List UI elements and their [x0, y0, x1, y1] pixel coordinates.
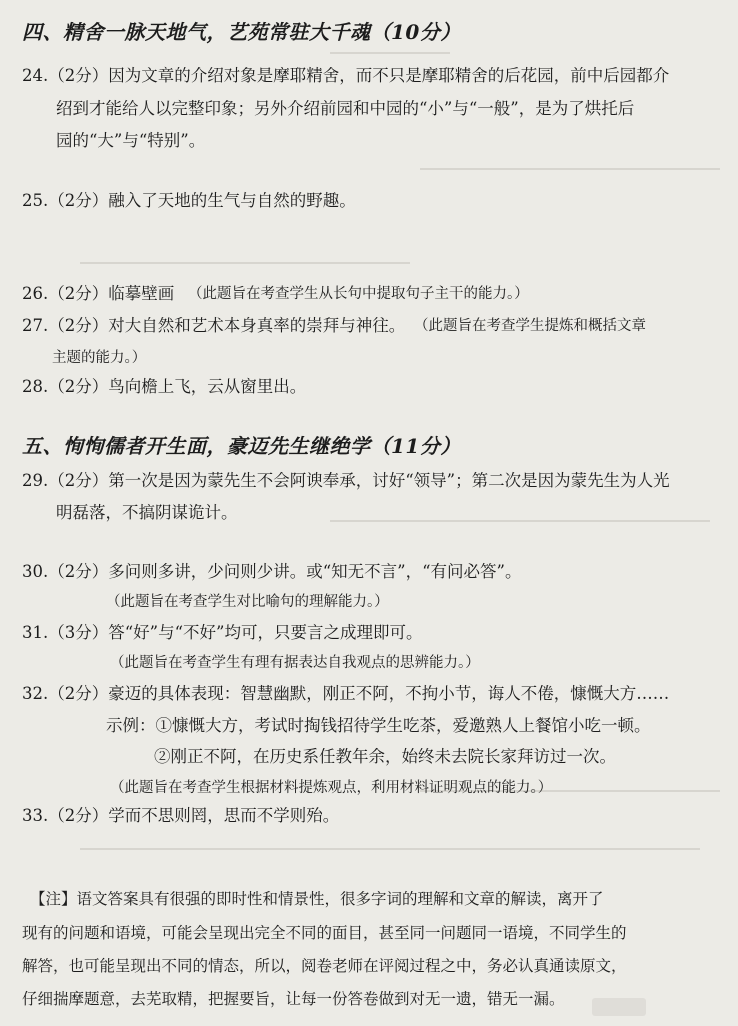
- bleed-through-mark: [330, 52, 450, 54]
- bleed-through-mark: [330, 520, 710, 522]
- note-line2: 现有的问题和语境，可能会呈现出完全不同的面目，甚至同一问题同一语境，不同学生的: [22, 924, 627, 942]
- note-line4: 仔细揣摩题意，去芜取精，把握要旨，让每一份答卷做到对无一遗，错无一漏。: [22, 990, 565, 1008]
- note-line1: 【注】语文答案具有很强的即时性和情景性，很多字词的理解和文章的解读，离开了: [30, 890, 604, 908]
- q31-answer: 31.（3分）答“好”与“不好”均可，只要言之成理即可。: [22, 623, 423, 642]
- q33-answer: 33.（2分）学而不思则罔，思而不学则殆。: [22, 806, 340, 825]
- q32-example2: ②刚正不阿，在历史系任教年余，始终未去院长家拜访过一次。: [154, 747, 616, 766]
- q26-answer: 26.（2分）临摹壁画: [22, 284, 175, 303]
- q24-line2: 绍到才能给人以完整印象；另外介绍前园和中园的“小”与“一般”，是为了烘托后: [56, 99, 635, 118]
- q25-answer: 25.（2分）融入了天地的生气与自然的野趣。: [22, 191, 356, 210]
- q31-note: （此题旨在考查学生有理有据表达自我观点的思辨能力。）: [110, 655, 480, 671]
- bleed-through-mark: [80, 848, 700, 850]
- q28-answer: 28.（2分）鸟向檐上飞，云从窗里出。: [22, 377, 307, 396]
- q32-line1: 32.（2分）豪迈的具体表现：智慧幽默，刚正不阿，不拘小节，诲人不倦，慷慨大方……: [22, 684, 670, 703]
- q27-note-line1: （此题旨在考查学生提炼和概括文章: [414, 318, 646, 334]
- q29-line2: 明磊落，不搞阴谋诡计。: [56, 503, 238, 522]
- q27-note-line2: 主题的能力。）: [52, 350, 147, 366]
- section5-heading: 五、恂恂儒者开生面，豪迈先生继绝学（11分）: [22, 434, 461, 458]
- watermark-badge: [592, 998, 646, 1016]
- q24-line3: 园的“大”与“特别”。: [56, 131, 206, 150]
- q26-note: （此题旨在考查学生从长句中提取句子主干的能力。）: [188, 286, 529, 302]
- q32-example1: 示例：①慷慨大方，考试时掏钱招待学生吃茶，爱邀熟人上餐馆小吃一顿。: [106, 716, 651, 735]
- q30-note: （此题旨在考查学生对比喻句的理解能力。）: [106, 594, 389, 610]
- bleed-through-mark: [80, 262, 410, 264]
- note-line3: 解答，也可能呈现出不同的情态，所以，阅卷老师在评阅过程之中，务必认真通读原文，: [22, 957, 627, 975]
- q27-answer: 27.（2分）对大自然和艺术本身真率的崇拜与神往。: [22, 316, 406, 335]
- q24-line1: 24.（2分）因为文章的介绍对象是摩耶精舍，而不只是摩耶精舍的后花园，前中后园都介: [22, 66, 670, 85]
- q30-answer: 30.（2分）多问则多讲，少问则少讲。或“知无不言”，“有问必答”。: [22, 562, 522, 581]
- q29-line1: 29.（2分）第一次是因为蒙先生不会阿谀奉承，讨好“领导”；第二次是因为蒙先生为人光: [22, 471, 670, 490]
- section4-heading: 四、精舍一脉天地气，艺苑常驻大千魂（10分）: [22, 20, 461, 44]
- q32-note: （此题旨在考查学生根据材料提炼观点，利用材料证明观点的能力。）: [110, 780, 553, 796]
- bleed-through-mark: [420, 168, 720, 170]
